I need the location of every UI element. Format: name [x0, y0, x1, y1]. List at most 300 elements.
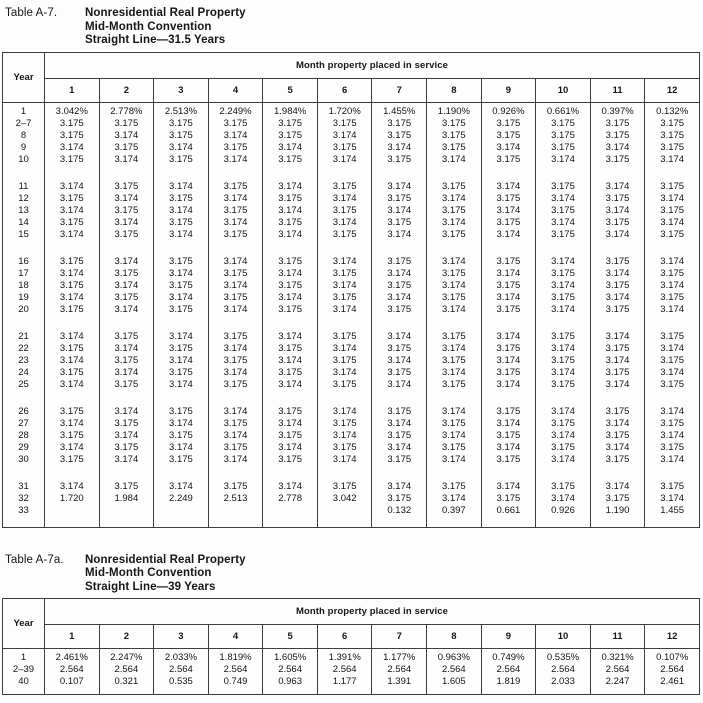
table-row	[3, 304, 700, 316]
spacer-cell	[154, 166, 209, 181]
spacer-cell	[317, 688, 372, 695]
year-cell: 13	[3, 205, 45, 217]
month-col-header: 6	[317, 78, 372, 102]
value-cell: 3.174	[99, 430, 154, 442]
value-cell: 3.175	[645, 442, 700, 454]
value-cell: 3.175	[317, 205, 372, 217]
value-cell: 3.174	[154, 292, 209, 304]
spacer-cell	[427, 688, 482, 695]
value-cell: 3.174	[99, 217, 154, 229]
value-cell: 3.175	[590, 367, 645, 379]
value-cell: 2.461%	[45, 652, 100, 664]
value-cell: 3.174	[99, 367, 154, 379]
month-col-header: 12	[645, 78, 700, 102]
value-cell: 3.175	[45, 454, 100, 466]
value-cell: 3.174	[263, 355, 318, 367]
table-row	[3, 331, 700, 343]
value-cell: 3.175	[645, 130, 700, 142]
year-cell: 16	[3, 256, 45, 268]
value-cell: 3.174	[645, 217, 700, 229]
value-cell: 3.174	[372, 142, 427, 154]
value-cell: 3.175	[536, 355, 591, 367]
value-cell: 3.175	[372, 118, 427, 130]
value-cell: 3.174	[45, 442, 100, 454]
spacer-row	[3, 517, 700, 528]
month-number-row	[3, 625, 700, 649]
table-row	[3, 481, 700, 493]
value-cell: 2.564	[99, 664, 154, 676]
value-cell: 3.174	[45, 205, 100, 217]
title-line: Straight Line—39 Years	[85, 580, 216, 593]
value-cell: 3.175	[590, 193, 645, 205]
spacer-cell	[372, 517, 427, 528]
value-cell: 2.461	[645, 676, 700, 688]
value-cell: 3.175	[154, 367, 209, 379]
title-line: Mid-Month Convention	[85, 20, 212, 33]
header-row	[3, 599, 700, 625]
value-cell: 3.175	[427, 331, 482, 343]
value-cell: 3.175	[45, 280, 100, 292]
value-cell: 3.174	[536, 256, 591, 268]
month-col-header: 5	[263, 78, 318, 102]
spacer-cell	[99, 166, 154, 181]
value-cell: 2.564	[427, 664, 482, 676]
value-cell	[99, 505, 154, 517]
value-cell: 1.605%	[263, 652, 318, 664]
value-cell: 3.174	[208, 430, 263, 442]
value-cell: 3.175	[263, 217, 318, 229]
value-cell: 3.175	[45, 343, 100, 355]
value-cell: 3.175	[99, 379, 154, 391]
spacer-cell	[263, 166, 318, 181]
spacer-cell	[536, 166, 591, 181]
value-cell: 0.963%	[427, 652, 482, 664]
value-cell: 3.042%	[45, 106, 100, 118]
value-cell: 3.175	[372, 154, 427, 166]
value-cell: 3.174	[317, 130, 372, 142]
value-cell: 3.175	[99, 442, 154, 454]
value-cell: 3.175	[645, 142, 700, 154]
value-cell: 3.174	[645, 193, 700, 205]
value-cell: 3.174	[45, 481, 100, 493]
year-cell: 31	[3, 481, 45, 493]
value-cell: 3.174	[263, 418, 318, 430]
spacer-cell	[372, 391, 427, 406]
table-row	[3, 343, 700, 355]
value-cell: 3.175	[536, 181, 591, 193]
month-col-header: 11	[590, 78, 645, 102]
value-cell: 3.174	[208, 217, 263, 229]
spacer-cell	[481, 688, 536, 695]
value-cell: 3.175	[45, 367, 100, 379]
value-cell: 3.174	[317, 343, 372, 355]
spacer-cell	[45, 316, 100, 331]
value-cell: 3.174	[427, 304, 482, 316]
value-cell: 3.175	[208, 205, 263, 217]
value-cell: 3.174	[208, 367, 263, 379]
value-cell: 3.174	[536, 430, 591, 442]
year-cell: 25	[3, 379, 45, 391]
value-cell: 3.175	[481, 430, 536, 442]
year-column-header: Year	[3, 599, 45, 649]
value-cell: 2.778%	[99, 106, 154, 118]
header-row	[3, 52, 700, 78]
value-cell: 3.175	[645, 379, 700, 391]
table-row	[3, 676, 700, 688]
spacer-cell	[536, 466, 591, 481]
title-line: Nonresidential Real Property	[85, 7, 246, 19]
value-cell: 3.175	[99, 118, 154, 130]
spacer-cell	[263, 688, 318, 695]
table-row	[3, 142, 700, 154]
value-cell: 3.175	[372, 430, 427, 442]
value-cell: 3.174	[590, 229, 645, 241]
table-row	[3, 229, 700, 241]
year-cell: 29	[3, 442, 45, 454]
value-cell: 0.132	[372, 505, 427, 517]
value-cell: 1.190%	[427, 106, 482, 118]
value-cell: 3.174	[372, 268, 427, 280]
value-cell: 3.175	[645, 418, 700, 430]
month-col-header: 10	[536, 78, 591, 102]
value-cell: 3.175	[645, 268, 700, 280]
month-col-header: 11	[590, 625, 645, 649]
value-cell: 3.175	[317, 268, 372, 280]
month-col-header: 4	[208, 78, 263, 102]
value-cell: 1.984	[99, 493, 154, 505]
table-a7-title	[85, 7, 246, 48]
value-cell: 2.247%	[99, 652, 154, 664]
value-cell: 3.175	[99, 268, 154, 280]
value-cell: 3.174	[372, 379, 427, 391]
value-cell: 3.175	[481, 118, 536, 130]
value-cell: 3.174	[590, 331, 645, 343]
value-cell: 3.174	[208, 193, 263, 205]
spacer-cell	[3, 517, 45, 528]
spacer-cell	[590, 391, 645, 406]
spacer-cell	[154, 316, 209, 331]
table-row	[3, 418, 700, 430]
value-cell: 3.175	[590, 280, 645, 292]
value-cell: 3.174	[536, 406, 591, 418]
table-row	[3, 268, 700, 280]
value-cell: 3.175	[481, 130, 536, 142]
year-cell: 17	[3, 268, 45, 280]
spacer-row	[3, 688, 700, 695]
spacer-cell	[372, 166, 427, 181]
value-cell: 3.174	[645, 430, 700, 442]
value-cell: 2.564	[317, 664, 372, 676]
value-cell: 3.175	[590, 454, 645, 466]
value-cell: 3.174	[45, 379, 100, 391]
month-group-header: Month property placed in service	[45, 52, 700, 78]
month-col-header: 8	[427, 78, 482, 102]
value-cell: 3.174	[45, 229, 100, 241]
value-cell: 3.175	[317, 481, 372, 493]
value-cell: 3.174	[45, 268, 100, 280]
value-cell: 3.174	[481, 481, 536, 493]
year-column-header: Year	[3, 52, 45, 102]
value-cell: 3.175	[317, 181, 372, 193]
spacer-row	[3, 241, 700, 256]
value-cell: 3.175	[372, 256, 427, 268]
value-cell: 3.174	[263, 268, 318, 280]
value-cell: 3.175	[536, 142, 591, 154]
spacer-cell	[263, 517, 318, 528]
table-row	[3, 505, 700, 517]
value-cell: 3.175	[208, 379, 263, 391]
table-row	[3, 280, 700, 292]
table-row	[3, 664, 700, 676]
value-cell: 3.174	[481, 181, 536, 193]
value-cell: 1.177	[317, 676, 372, 688]
value-cell: 3.175	[372, 367, 427, 379]
value-cell: 3.174	[590, 142, 645, 154]
month-group-header: Month property placed in service	[45, 599, 700, 625]
table-row	[3, 217, 700, 229]
spacer-cell	[208, 391, 263, 406]
table-row	[3, 442, 700, 454]
value-cell: 3.175	[427, 481, 482, 493]
value-cell: 3.175	[45, 430, 100, 442]
value-cell: 3.174	[208, 343, 263, 355]
spacer-cell	[45, 517, 100, 528]
value-cell: 3.175	[154, 217, 209, 229]
value-cell: 1.391%	[317, 652, 372, 664]
value-cell: 3.174	[263, 205, 318, 217]
table-a7	[2, 52, 700, 528]
value-cell	[154, 505, 209, 517]
spacer-cell	[208, 688, 263, 695]
spacer-cell	[645, 688, 700, 695]
value-cell: 3.174	[536, 304, 591, 316]
value-cell	[263, 505, 318, 517]
value-cell: 3.042	[317, 493, 372, 505]
value-cell: 3.175	[427, 229, 482, 241]
value-cell: 3.174	[590, 481, 645, 493]
value-cell: 3.175	[590, 118, 645, 130]
value-cell: 3.175	[154, 256, 209, 268]
value-cell: 3.175	[536, 229, 591, 241]
spacer-cell	[427, 391, 482, 406]
value-cell: 3.174	[645, 493, 700, 505]
value-cell: 3.175	[45, 154, 100, 166]
value-cell: 3.175	[645, 331, 700, 343]
value-cell: 0.107%	[645, 652, 700, 664]
title-line: Nonresidential Real Property	[85, 553, 246, 566]
value-cell: 3.175	[590, 493, 645, 505]
value-cell: 2.033%	[154, 652, 209, 664]
value-cell: 3.174	[317, 430, 372, 442]
value-cell: 3.174	[263, 331, 318, 343]
value-cell: 3.174	[317, 217, 372, 229]
value-cell: 3.174	[154, 442, 209, 454]
value-cell: 3.175	[372, 280, 427, 292]
value-cell: 1.605	[427, 676, 482, 688]
value-cell: 3.174	[208, 130, 263, 142]
value-cell: 2.564	[590, 664, 645, 676]
value-cell: 3.175	[536, 379, 591, 391]
value-cell: 3.174	[427, 493, 482, 505]
table-a7a-title	[85, 554, 246, 595]
value-cell: 3.175	[263, 343, 318, 355]
year-cell: 1	[3, 652, 45, 664]
value-cell: 3.175	[590, 430, 645, 442]
value-cell: 3.174	[99, 280, 154, 292]
table-row	[3, 355, 700, 367]
value-cell: 2.564	[645, 664, 700, 676]
table-a7a-label: Table A-7a.	[5, 553, 64, 566]
month-col-header: 2	[99, 78, 154, 102]
value-cell: 1.177%	[372, 652, 427, 664]
table-row	[3, 154, 700, 166]
table-row	[3, 130, 700, 142]
value-cell: 3.174	[154, 418, 209, 430]
value-cell: 3.174	[590, 379, 645, 391]
spacer-cell	[427, 241, 482, 256]
year-cell: 22	[3, 343, 45, 355]
value-cell: 3.175	[263, 304, 318, 316]
value-cell: 0.535%	[536, 652, 591, 664]
value-cell: 3.174	[590, 181, 645, 193]
value-cell: 3.175	[208, 181, 263, 193]
spacer-cell	[481, 241, 536, 256]
spacer-cell	[317, 517, 372, 528]
value-cell: 0.397	[427, 505, 482, 517]
value-cell: 3.175	[645, 181, 700, 193]
value-cell: 3.175	[481, 154, 536, 166]
value-cell: 3.175	[263, 256, 318, 268]
spacer-cell	[590, 466, 645, 481]
table-row	[3, 193, 700, 205]
value-cell: 3.175	[481, 304, 536, 316]
year-cell: 1	[3, 106, 45, 118]
table-row	[3, 367, 700, 379]
spacer-cell	[427, 466, 482, 481]
value-cell: 2.564	[208, 664, 263, 676]
value-cell: 3.175	[481, 367, 536, 379]
table-row	[3, 205, 700, 217]
value-cell: 3.175	[427, 205, 482, 217]
value-cell: 3.174	[45, 292, 100, 304]
value-cell: 2.564	[45, 664, 100, 676]
value-cell: 3.174	[481, 268, 536, 280]
value-cell: 3.175	[481, 406, 536, 418]
value-cell: 3.174	[536, 343, 591, 355]
value-cell: 3.175	[99, 292, 154, 304]
value-cell: 3.174	[99, 454, 154, 466]
spacer-cell	[3, 391, 45, 406]
value-cell: 3.174	[481, 418, 536, 430]
value-cell: 3.174	[645, 454, 700, 466]
value-cell: 3.175	[427, 442, 482, 454]
spacer-cell	[154, 466, 209, 481]
month-col-header: 1	[45, 78, 100, 102]
table-row	[3, 118, 700, 130]
value-cell: 3.174	[263, 292, 318, 304]
table-row	[3, 406, 700, 418]
value-cell: 3.174	[427, 343, 482, 355]
value-cell: 3.174	[427, 193, 482, 205]
month-col-header: 1	[45, 625, 100, 649]
value-cell: 2.249%	[208, 106, 263, 118]
table-row	[3, 430, 700, 442]
value-cell: 3.175	[263, 367, 318, 379]
value-cell: 3.174	[317, 280, 372, 292]
value-cell: 2.564	[536, 664, 591, 676]
spacer-cell	[481, 166, 536, 181]
value-cell: 2.564	[263, 664, 318, 676]
value-cell: 3.174	[154, 181, 209, 193]
table-row	[3, 652, 700, 664]
year-cell: 24	[3, 367, 45, 379]
value-cell: 3.174	[590, 205, 645, 217]
value-cell: 3.175	[645, 292, 700, 304]
value-cell: 3.175	[99, 481, 154, 493]
table-a7a-caption	[0, 554, 703, 595]
value-cell: 3.174	[99, 343, 154, 355]
value-cell: 3.175	[154, 454, 209, 466]
value-cell: 3.175	[317, 379, 372, 391]
value-cell: 3.175	[427, 418, 482, 430]
spacer-cell	[45, 466, 100, 481]
title-line: Mid-Month Convention	[85, 567, 212, 579]
spacer-cell	[208, 316, 263, 331]
value-cell: 1.720%	[317, 106, 372, 118]
value-cell: 3.175	[208, 481, 263, 493]
value-cell: 3.175	[317, 442, 372, 454]
value-cell: 3.174	[45, 142, 100, 154]
value-cell: 3.174	[427, 154, 482, 166]
value-cell: 3.174	[427, 454, 482, 466]
value-cell: 3.175	[154, 280, 209, 292]
spacer-cell	[590, 241, 645, 256]
value-cell: 3.174	[154, 379, 209, 391]
value-cell: 3.174	[208, 154, 263, 166]
value-cell: 3.175	[427, 181, 482, 193]
year-cell: 23	[3, 355, 45, 367]
value-cell: 3.175	[481, 217, 536, 229]
value-cell: 3.174	[427, 256, 482, 268]
value-cell	[208, 505, 263, 517]
month-col-header: 8	[427, 625, 482, 649]
value-cell: 3.174	[99, 256, 154, 268]
value-cell: 3.174	[154, 355, 209, 367]
value-cell: 3.175	[317, 118, 372, 130]
value-cell: 3.175	[263, 118, 318, 130]
value-cell	[45, 505, 100, 517]
value-cell: 3.175	[481, 256, 536, 268]
value-cell: 3.175	[208, 229, 263, 241]
table-row	[3, 181, 700, 193]
value-cell: 3.175	[154, 130, 209, 142]
spacer-cell	[427, 316, 482, 331]
value-cell: 3.174	[536, 154, 591, 166]
value-cell: 3.174	[536, 367, 591, 379]
month-col-header: 2	[99, 625, 154, 649]
value-cell: 0.321	[99, 676, 154, 688]
value-cell: 3.174	[372, 229, 427, 241]
value-cell: 3.174	[45, 181, 100, 193]
value-cell: 3.174	[536, 217, 591, 229]
year-cell: 30	[3, 454, 45, 466]
value-cell: 3.175	[317, 142, 372, 154]
value-cell: 3.175	[99, 205, 154, 217]
spacer-cell	[45, 241, 100, 256]
value-cell: 3.175	[45, 304, 100, 316]
spacer-cell	[372, 688, 427, 695]
value-cell: 3.174	[481, 379, 536, 391]
